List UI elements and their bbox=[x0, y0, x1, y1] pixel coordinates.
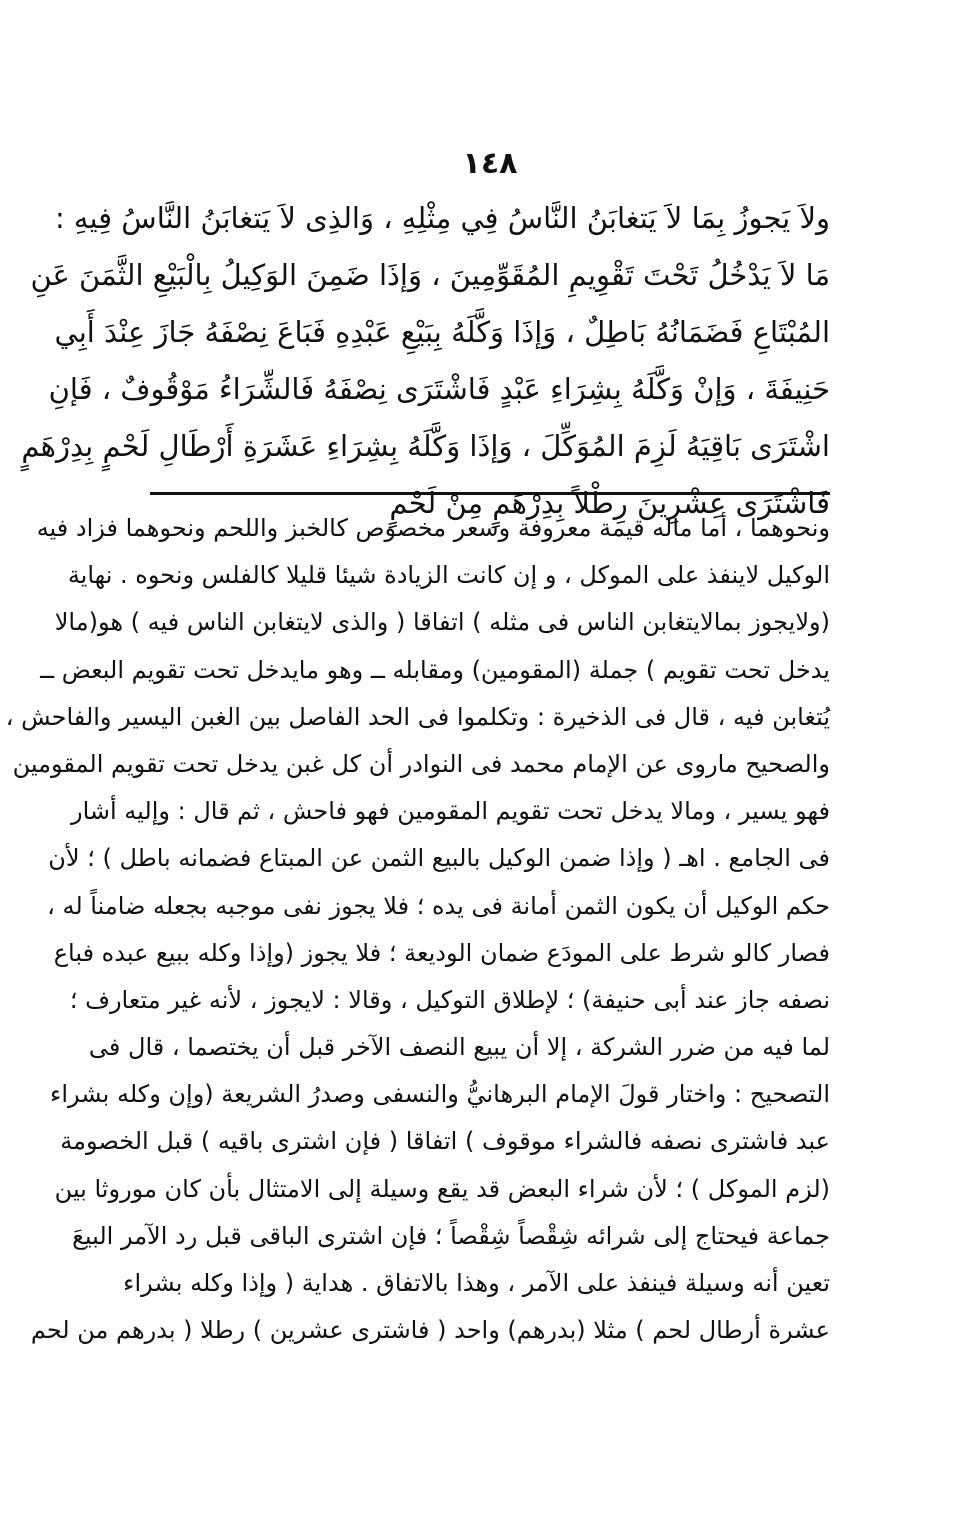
commentary-line: يُتغابن فيه ، قال فى الذخيرة : وتكلموا فى الحد الفاصل بين الغبن اليسير والفاحش ، bbox=[5, 702, 830, 731]
commentary-line: يدخل تحت تقويم ) جملة (المقومين) ومقابله ــ وهو مايدخل تحت تقويم البعض ــ bbox=[40, 655, 830, 684]
main-text-line: حَنِيفَةَ ، وَإنْ وَكَّلَهُ بِشِرَاءِ عَبْدٍ فَاشْتَرَى نِصْفَهُ فَالشِّرَاءُ مَوْقُوفٌ ، فَإنِ bbox=[48, 372, 830, 406]
commentary-line: عبد فاشترى نصفه فالشراء موقوف ) اتفاقا ( فإن اشترى باقيه ) قبل الخصومة bbox=[60, 1127, 830, 1156]
commentary-line: (لزم الموكل ) ؛ لأن شراء البعض قد يقع وسيلة إلى الامتثال بأن كان موروثا بين bbox=[54, 1174, 830, 1203]
commentary-line: عشرة أرطال لحم ) مثلا (بدرهم) واحد ( فاشترى عشرين ) رطلا ( بدرهم من لحم bbox=[30, 1316, 830, 1345]
commentary-line: فى الجامع . اهـ ( وإذا ضمن الوكيل بالبيع الثمن عن المبتاع فضمانه باطل ) ؛ لأن bbox=[48, 844, 830, 873]
commentary-block bbox=[5, 505, 830, 1354]
commentary-line: والصحيح ماروى عن الإمام محمد فى النوادر أن كل غبن يدخل تحت تقويم المقومين bbox=[12, 749, 830, 778]
main-text-line: ولاَ يَجوزُ بِمَا لاَ يَتغابَنُ النَّاسُ فِي مِثْلِهِ ، وَالذِى لاَ يَتغابَنُ النَّاسُ فِيهِ : bbox=[54, 201, 830, 235]
commentary-line: فصار كالو شرط على المودَع ضمان الوديعة ؛ فلا يجوز (وإذا وكله ببيع عبده فباع bbox=[53, 938, 830, 967]
commentary-line: فهو يسير ، ومالا يدخل تحت تقويم المقومين فهو فاحش ، ثم قال : وإليه أشار bbox=[70, 797, 830, 826]
main-text-line: فَاشْتَرَى عِشْرِينَ رِطْلاً بِدِرْهَمٍ مِنْ لَحْمٍ bbox=[389, 486, 830, 520]
commentary-line: نصفه جاز عند أبى حنيفة) ؛ لإطلاق التوكيل ، وقالا : لايجوز ، لأنه غير متعارف ؛ bbox=[69, 985, 830, 1014]
main-text-block bbox=[21, 190, 830, 532]
commentary-line: جماعة فيحتاج إلى شرائه شِقْصاً شِقْصاً ؛ فإن اشترى الباقى قبل رد الآمر البيعَ bbox=[72, 1221, 830, 1250]
commentary-line: الوكيل لاينفذ على الموكل ، و إن كانت الزيادة شيئا قليلا كالفلس ونحوه . نهاية bbox=[67, 561, 830, 590]
main-text-line: اشْتَرَى بَاقِيَهُ لَزِمَ المُوَكِّلَ ، وَإذَا وَكَّلَهُ بِشِرَاءِ عَشَرَةِ أَرْطَالِ لَحْمٍ بِدِرْهَمٍ bbox=[21, 429, 830, 463]
commentary-line: التصحيح : واختار قولَ الإمام البرهانيُّ والنسفى وصدرُ الشريعة (وإن وكله بشراء bbox=[50, 1080, 830, 1109]
commentary-line: تعين أنه وسيلة فينفذ على الآمر ، وهذا بالاتفاق . هداية ( وإذا وكله بشراء bbox=[123, 1269, 830, 1297]
commentary-line: (ولايجوز بمالايتغابن الناس فى مثله ) اتفاقا ( والذى لايتغابن الناس فيه ) هو(مالا bbox=[54, 608, 830, 637]
commentary-line: ونحوهما ، أما ماله قيمة معروفة وسعر مخصوص كالخبز واللحم ونحوهما فزاد فيه bbox=[36, 514, 830, 542]
main-text-line: المُبْتَاعِ فَضَمَانُهُ بَاطِلٌ ، وَإذَا وَكَّلَهُ بِبَيْعِ عَبْدِهِ فَبَاعَ نِصْفَهُ جَازَ عِنْدَ أَبِي bbox=[54, 315, 830, 349]
section-divider bbox=[150, 492, 830, 495]
page-number: ١٤٨ bbox=[462, 146, 518, 181]
commentary-line: لما فيه من ضرر الشركة ، إلا أن يبيع النصف الآخر قبل أن يختصما ، قال فى bbox=[88, 1033, 830, 1062]
commentary-line: حكم الوكيل أن يكون الثمن أمانة فى يده ؛ فلا يجوز نفى موجبه بجعله ضامناً له ، bbox=[47, 891, 830, 920]
main-text-line: مَا لاَ يَدْخُلُ تَحْتَ تَقْوِيمِ المُقَوِّمِينَ ، وَإذَا ضَمِنَ الوَكِيلُ بِالْبَيْعِ الثَّمَنَ عَنِ bbox=[30, 258, 830, 292]
